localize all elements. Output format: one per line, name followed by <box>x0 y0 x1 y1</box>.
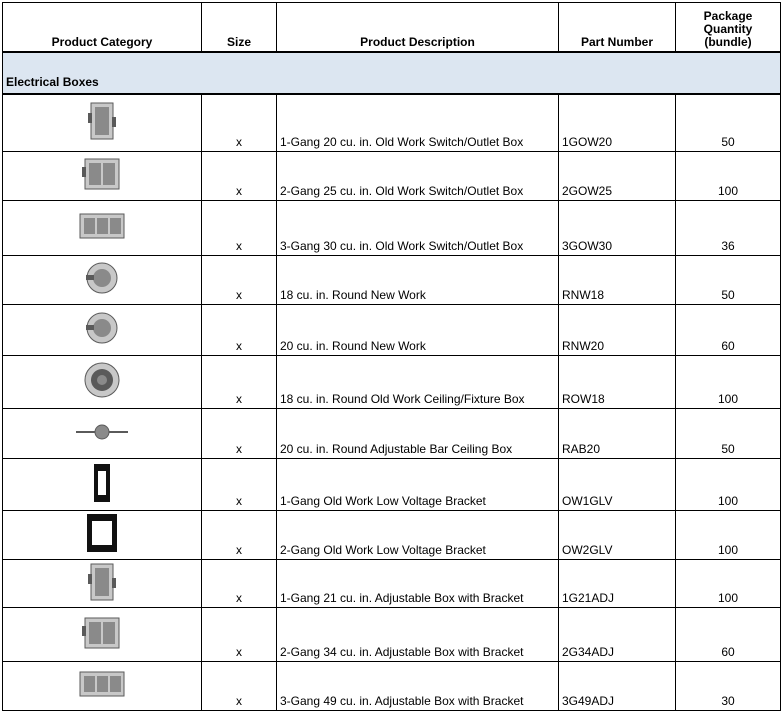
part-number-cell: RNW20 <box>559 304 676 355</box>
table-row <box>3 200 781 255</box>
table-row <box>3 94 781 151</box>
quantity-cell: 50 <box>676 94 781 151</box>
header-row <box>3 3 781 53</box>
round-new-work-box-icon <box>82 307 122 349</box>
part-number-cell: RNW18 <box>559 255 676 304</box>
table-row <box>3 408 781 458</box>
header-size: Size <box>202 3 277 53</box>
size-cell: x <box>202 304 277 355</box>
part-number-cell: 2G34ADJ <box>559 607 676 661</box>
size-cell: x <box>202 355 277 408</box>
three-gang-old-work-box-icon <box>77 206 127 246</box>
size-cell: x <box>202 408 277 458</box>
part-number-cell: RAB20 <box>559 408 676 458</box>
part-number-cell: ROW18 <box>559 355 676 408</box>
table-row <box>3 458 781 510</box>
table-row <box>3 607 781 661</box>
header-part-number: Part Number <box>559 3 676 53</box>
header-product-category: Product Category <box>3 3 202 53</box>
header-package-quantity-line2: Quantity <box>703 22 753 36</box>
product-image-cell <box>3 607 202 661</box>
quantity-cell: 50 <box>676 408 781 458</box>
product-image-cell <box>3 559 202 607</box>
size-cell: x <box>202 94 277 151</box>
description-cell: 18 cu. in. Round Old Work Ceiling/Fixture Box <box>277 355 559 408</box>
table-row <box>3 355 781 408</box>
description-cell: 3-Gang 49 cu. in. Adjustable Box with Bracket <box>277 661 559 710</box>
quantity-cell: 100 <box>676 559 781 607</box>
section-row <box>3 52 781 94</box>
round-old-work-ceiling-box-icon <box>81 357 123 403</box>
part-number-cell: 3G49ADJ <box>559 661 676 710</box>
quantity-cell: 50 <box>676 255 781 304</box>
table-row <box>3 559 781 607</box>
product-image-cell <box>3 355 202 408</box>
product-table <box>2 2 781 711</box>
table-row <box>3 255 781 304</box>
single-gang-low-voltage-bracket-icon <box>87 461 117 505</box>
header-package-quantity-line3: (bundle) <box>704 35 752 49</box>
product-image-cell <box>3 510 202 559</box>
quantity-cell: 100 <box>676 151 781 200</box>
description-cell: 1-Gang Old Work Low Voltage Bracket <box>277 458 559 510</box>
part-number-cell: OW2GLV <box>559 510 676 559</box>
product-image-cell <box>3 200 202 255</box>
part-number-cell: OW1GLV <box>559 458 676 510</box>
table-row <box>3 510 781 559</box>
table-row <box>3 151 781 200</box>
size-cell: x <box>202 661 277 710</box>
two-gang-low-voltage-bracket-icon <box>83 511 121 555</box>
size-cell: x <box>202 510 277 559</box>
quantity-cell: 36 <box>676 200 781 255</box>
two-gang-old-work-box-icon <box>80 153 124 195</box>
part-number-cell: 3GOW30 <box>559 200 676 255</box>
single-gang-adjustable-box-icon <box>85 560 119 604</box>
size-cell: x <box>202 151 277 200</box>
size-cell: x <box>202 255 277 304</box>
header-package-quantity <box>676 3 781 53</box>
single-gang-old-work-box-icon <box>85 99 119 143</box>
product-image-cell <box>3 661 202 710</box>
product-image-cell <box>3 304 202 355</box>
table-row <box>3 661 781 710</box>
quantity-cell: 100 <box>676 458 781 510</box>
size-cell: x <box>202 559 277 607</box>
product-image-cell <box>3 458 202 510</box>
description-cell: 20 cu. in. Round Adjustable Bar Ceiling Box <box>277 408 559 458</box>
description-cell: 18 cu. in. Round New Work <box>277 255 559 304</box>
product-image-cell <box>3 255 202 304</box>
part-number-cell: 1G21ADJ <box>559 559 676 607</box>
description-cell: 2-Gang 25 cu. in. Old Work Switch/Outlet Box <box>277 151 559 200</box>
product-image-cell <box>3 94 202 151</box>
description-cell: 3-Gang 30 cu. in. Old Work Switch/Outlet Box <box>277 200 559 255</box>
description-cell: 2-Gang Old Work Low Voltage Bracket <box>277 510 559 559</box>
product-image-cell <box>3 151 202 200</box>
product-image-cell <box>3 408 202 458</box>
table-row <box>3 304 781 355</box>
round-new-work-box-icon <box>82 257 122 299</box>
header-product-description: Product Description <box>277 3 559 53</box>
part-number-cell: 1GOW20 <box>559 94 676 151</box>
three-gang-adjustable-box-icon <box>77 664 127 704</box>
two-gang-adjustable-box-icon <box>80 612 124 654</box>
description-cell: 1-Gang 21 cu. in. Adjustable Box with Bracket <box>277 559 559 607</box>
description-cell: 1-Gang 20 cu. in. Old Work Switch/Outlet Box <box>277 94 559 151</box>
quantity-cell: 30 <box>676 661 781 710</box>
description-cell: 2-Gang 34 cu. in. Adjustable Box with Bracket <box>277 607 559 661</box>
quantity-cell: 60 <box>676 607 781 661</box>
header-package-quantity-line1: Package <box>703 9 753 23</box>
section-title: Electrical Boxes <box>3 52 781 94</box>
quantity-cell: 100 <box>676 510 781 559</box>
size-cell: x <box>202 458 277 510</box>
adjustable-bar-ceiling-box-icon <box>74 417 130 447</box>
part-number-cell: 2GOW25 <box>559 151 676 200</box>
quantity-cell: 100 <box>676 355 781 408</box>
quantity-cell: 60 <box>676 304 781 355</box>
description-cell: 20 cu. in. Round New Work <box>277 304 559 355</box>
size-cell: x <box>202 200 277 255</box>
size-cell: x <box>202 607 277 661</box>
